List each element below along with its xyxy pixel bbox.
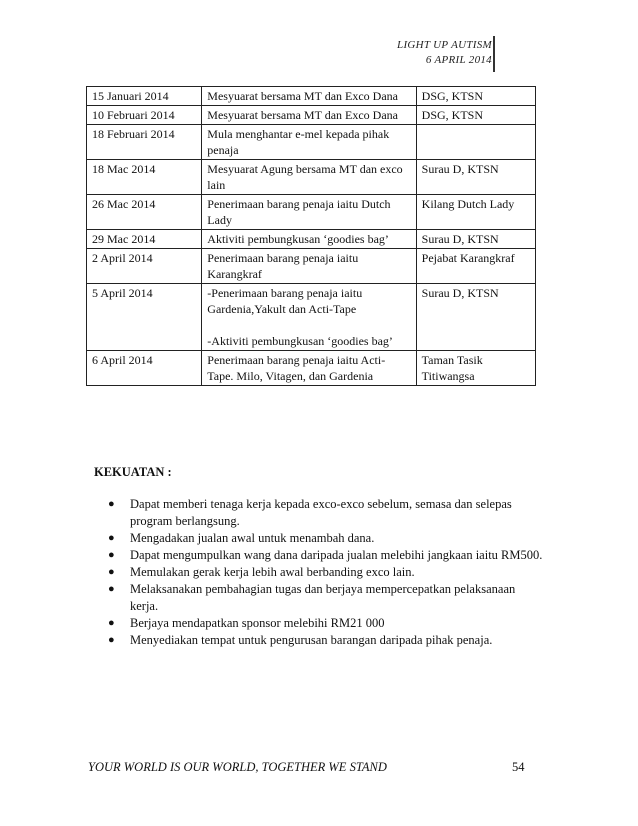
bullet-icon: ●	[108, 634, 115, 646]
bullet-icon: ●	[108, 583, 115, 595]
schedule-date: 6 April 2014	[87, 351, 202, 386]
header-title: LIGHT UP AUTISM	[397, 39, 492, 51]
schedule-place: DSG, KTSN	[416, 106, 535, 125]
strength-text: Mengadakan jualan awal untuk menambah dana.	[130, 531, 375, 545]
strength-text: Melaksanakan pembahagian tugas dan berjaya mempercepatkan pelaksanaan kerja.	[130, 582, 516, 613]
schedule-activity	[202, 230, 416, 249]
activity-text: -Penerimaan barang penaja iaitu Gardenia,Yakult dan Acti-Tape	[207, 286, 363, 316]
strengths-list	[104, 496, 544, 649]
schedule-activity	[202, 87, 416, 106]
table-row	[87, 160, 536, 195]
schedule-activity	[202, 195, 416, 230]
bullet-icon: ●	[108, 532, 115, 544]
schedule-table	[86, 86, 536, 386]
schedule-activity	[202, 125, 416, 160]
schedule-activity	[202, 160, 416, 195]
schedule-date: 2 April 2014	[87, 249, 202, 284]
list-item	[104, 615, 544, 632]
table-row	[87, 249, 536, 284]
activity-text: Mula menghantar e-mel kepada pihak penaja	[207, 127, 390, 157]
schedule-place: Surau D, KTSN	[416, 230, 535, 249]
list-item	[104, 547, 544, 564]
list-item	[104, 564, 544, 581]
schedule-place: Surau D, KTSN	[416, 160, 535, 195]
schedule-place: Pejabat Karangkraf	[416, 249, 535, 284]
schedule-date: 29 Mac 2014	[87, 230, 202, 249]
schedule-place: Kilang Dutch Lady	[416, 195, 535, 230]
schedule-place: Surau D, KTSN	[416, 284, 535, 351]
bullet-icon: ●	[108, 566, 115, 578]
page-header	[397, 38, 492, 68]
header-divider	[493, 36, 495, 72]
activity-text: -Aktiviti pembungkusan ‘goodies bag’	[207, 334, 393, 348]
table-row	[87, 230, 536, 249]
strength-text: Dapat mengumpulkan wang dana daripada jualan melebihi jangkaan iaitu RM500.	[130, 548, 543, 562]
list-item	[104, 530, 544, 547]
bullet-icon: ●	[108, 549, 115, 561]
table-row	[87, 195, 536, 230]
strengths-title: KEKUATAN :	[94, 465, 172, 479]
schedule-activity	[202, 249, 416, 284]
page-number: 54	[512, 760, 525, 774]
strength-text: Berjaya mendapatkan sponsor melebihi RM21 000	[130, 616, 385, 630]
schedule-date: 10 Februari 2014	[87, 106, 202, 125]
schedule-activity	[202, 351, 416, 386]
schedule-activity	[202, 284, 416, 351]
schedule-place: DSG, KTSN	[416, 87, 535, 106]
activity-text: Mesyuarat Agung bersama MT dan exco lain	[207, 162, 403, 192]
activity-text: Mesyuarat bersama MT dan Exco Dana	[207, 89, 398, 103]
strength-text: Dapat memberi tenaga kerja kepada exco-exco sebelum, semasa dan selepas program berlangsung.	[130, 497, 512, 528]
header-date: 6 APRIL 2014	[425, 54, 492, 66]
bullet-icon: ●	[108, 617, 115, 629]
activity-text: Penerimaan barang penaja iaitu Acti-Tape. Milo, Vitagen, dan Gardenia	[207, 353, 386, 383]
activity-text: Aktiviti pembungkusan ‘goodies bag’	[207, 232, 389, 246]
table-row	[87, 284, 536, 351]
table-row	[87, 106, 536, 125]
strength-text: Menyediakan tempat untuk pengurusan barangan daripada pihak penaja.	[130, 633, 493, 647]
activity-spacer	[207, 317, 410, 333]
activity-text: Mesyuarat bersama MT dan Exco Dana	[207, 108, 398, 122]
footer-motto: YOUR WORLD IS OUR WORLD, TOGETHER WE STAND	[88, 760, 387, 774]
list-item	[104, 496, 544, 530]
table-row	[87, 125, 536, 160]
schedule-date: 18 Februari 2014	[87, 125, 202, 160]
schedule-date: 18 Mac 2014	[87, 160, 202, 195]
schedule-place	[416, 125, 535, 160]
schedule-date: 26 Mac 2014	[87, 195, 202, 230]
schedule-place: Taman Tasik Titiwangsa	[416, 351, 535, 386]
activity-text: Penerimaan barang penaja iaitu Dutch Lady	[207, 197, 391, 227]
schedule-date: 15 Januari 2014	[87, 87, 202, 106]
bullet-icon: ●	[108, 498, 115, 510]
strength-text: Memulakan gerak kerja lebih awal berbanding exco lain.	[130, 565, 415, 579]
activity-text: Penerimaan barang penaja iaitu Karangkraf	[207, 251, 359, 281]
schedule-activity	[202, 106, 416, 125]
list-item	[104, 581, 544, 615]
list-item	[104, 632, 544, 649]
schedule-date: 5 April 2014	[87, 284, 202, 351]
table-row	[87, 351, 536, 386]
table-row	[87, 87, 536, 106]
